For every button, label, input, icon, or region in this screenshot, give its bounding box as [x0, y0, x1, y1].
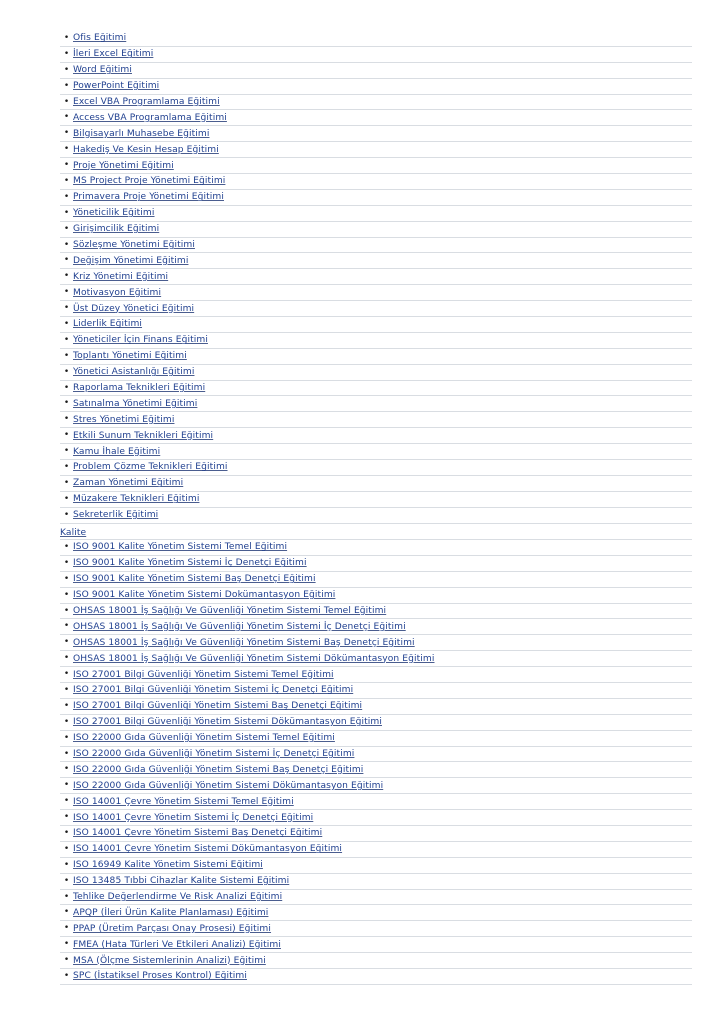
bullet-icon: • [63, 573, 70, 584]
training-link[interactable]: Yöneticiler İçin Finans Eğitimi [73, 335, 208, 346]
training-link[interactable]: Satınalma Yönetimi Eğitimi [73, 398, 198, 409]
list-item [60, 31, 692, 47]
training-link[interactable]: ISO 22000 Gıda Güvenliği Yönetim Sistemi İç Denetçi Eğitimi [73, 749, 355, 760]
training-link[interactable]: Ofis Eğitimi [73, 33, 127, 44]
training-link[interactable]: ISO 9001 Kalite Yönetim Sistemi Dokümantasyon Eğitimi [73, 590, 336, 601]
list-item [60, 619, 692, 635]
training-link[interactable]: Proje Yönetimi Eğitimi [73, 160, 174, 171]
training-link[interactable]: Toplantı Yönetimi Eğitimi [73, 351, 187, 362]
bullet-icon: • [63, 939, 70, 950]
training-link[interactable]: Stres Yönetimi Eğitimi [73, 414, 175, 425]
training-link[interactable]: SPC (İstatiksel Proses Kontrol) Eğitimi [73, 971, 247, 982]
list-item [60, 222, 692, 238]
training-link[interactable]: Değişim Yönetimi Eğitimi [73, 255, 189, 266]
bullet-icon: • [63, 764, 70, 775]
training-link[interactable]: İleri Excel Eğitimi [73, 49, 154, 60]
training-link[interactable]: ISO 14001 Çevre Yönetim Sistemi Dökümantasyon Eğitimi [73, 844, 343, 855]
bullet-icon: • [63, 493, 70, 504]
bullet-icon: • [63, 716, 70, 727]
list-item [60, 874, 692, 890]
bullet-icon: • [63, 669, 70, 680]
list-item [60, 794, 692, 810]
training-link[interactable]: Zaman Yönetimi Eğitimi [73, 478, 184, 489]
bullet-icon: • [63, 907, 70, 918]
list-item [60, 476, 692, 492]
training-link[interactable]: ISO 27001 Bilgi Güvenliği Yönetim Sistemi İç Denetçi Eğitimi [73, 685, 354, 696]
bullet-icon: • [63, 446, 70, 457]
bullet-icon: • [63, 33, 70, 43]
bullet-icon: • [63, 621, 70, 632]
bullet-icon: • [63, 207, 70, 218]
list-item [60, 556, 692, 572]
training-link[interactable]: ISO 9001 Kalite Yönetim Sistemi Baş Denetçi Eğitimi [73, 574, 316, 585]
bullet-icon: • [63, 255, 70, 266]
list-item [60, 858, 692, 874]
training-link[interactable]: Primavera Proje Yönetimi Eğitimi [73, 192, 224, 203]
bullet-icon: • [63, 653, 70, 664]
list-item [60, 731, 692, 747]
list-item [60, 747, 692, 763]
training-link[interactable]: Sözleşme Yönetimi Eğitimi [73, 240, 195, 251]
list-item [60, 301, 692, 317]
list-item [60, 253, 692, 269]
list-item [60, 412, 692, 428]
training-link[interactable]: PowerPoint Eğitimi [73, 81, 160, 92]
training-list-general [60, 31, 692, 524]
bullet-icon: • [63, 859, 70, 870]
bullet-icon: • [63, 875, 70, 886]
bullet-icon: • [63, 462, 70, 473]
training-link[interactable]: Bilgisayarlı Muhasebe Eğitimi [73, 128, 210, 139]
training-link[interactable]: Problem Çözme Teknikleri Eğitimi [73, 462, 228, 473]
list-item [60, 444, 692, 460]
list-item [60, 905, 692, 921]
bullet-icon: • [63, 334, 70, 345]
training-link[interactable]: PPAP (Üretim Parçası Onay Prosesi) Eğitimi [73, 923, 272, 934]
training-link[interactable]: OHSAS 18001 İş Sağlığı Ve Güvenliği Yönetim Sistemi Baş Denetçi Eğitimi [73, 637, 415, 648]
bullet-icon: • [63, 828, 70, 839]
bullet-icon: • [63, 382, 70, 393]
training-link[interactable]: Kriz Yönetimi Eğitimi [73, 271, 169, 282]
training-link[interactable]: Hakediş Ve Kesin Hesap Eğitimi [73, 144, 219, 155]
bullet-icon: • [63, 223, 70, 234]
list-item [60, 126, 692, 142]
bullet-icon: • [63, 843, 70, 854]
list-item [60, 699, 692, 715]
training-link[interactable]: ISO 22000 Gıda Güvenliği Yönetim Sistemi Dökümantasyon Eğitimi [73, 780, 384, 791]
list-item [60, 715, 692, 731]
bullet-icon: • [63, 509, 70, 520]
list-item [60, 635, 692, 651]
bullet-icon: • [63, 414, 70, 425]
training-link[interactable]: ISO 14001 Çevre Yönetim Sistemi Baş Denetçi Eğitimi [73, 828, 323, 839]
training-link[interactable]: ISO 13485 Tıbbi Cihazlar Kalite Sistemi Eğitimi [73, 876, 290, 887]
bullet-icon: • [63, 477, 70, 488]
list-item [60, 810, 692, 826]
bullet-icon: • [63, 732, 70, 743]
training-link[interactable]: MSA (Ölçme Sistemlerinin Analizi) Eğitimi [73, 955, 266, 966]
bullet-icon: • [63, 239, 70, 250]
training-link[interactable]: Yöneticilik Eğitimi [73, 208, 155, 219]
training-link[interactable]: ISO 14001 Çevre Yönetim Sistemi Temel Eğitimi [73, 796, 294, 807]
bullet-icon: • [63, 796, 70, 807]
list-item [60, 79, 692, 95]
list-item [60, 508, 692, 524]
training-link[interactable]: Yönetici Asistanlığı Eğitimi [73, 367, 195, 378]
list-item [60, 269, 692, 285]
bullet-icon: • [63, 128, 70, 139]
training-link[interactable]: ISO 9001 Kalite Yönetim Sistemi Temel Eğitimi [73, 542, 288, 553]
training-link[interactable]: FMEA (Hata Türleri Ve Etkileri Analizi) Eğitimi [73, 939, 281, 950]
list-item [60, 588, 692, 604]
list-item [60, 953, 692, 969]
list-item [60, 317, 692, 333]
bullet-icon: • [63, 176, 70, 187]
bullet-icon: • [63, 96, 70, 107]
list-item [60, 842, 692, 858]
training-link[interactable]: ISO 16949 Kalite Yönetim Sistemi Eğitimi [73, 860, 263, 871]
list-item [60, 604, 692, 620]
list-item [60, 63, 692, 79]
training-link[interactable]: ISO 27001 Bilgi Güvenliği Yönetim Sistemi Dökümantasyon Eğitimi [73, 717, 382, 728]
list-item [60, 365, 692, 381]
training-link[interactable]: Sekreterlik Eğitimi [73, 510, 159, 521]
training-link[interactable]: ISO 27001 Bilgi Güvenliği Yönetim Sistemi Baş Denetçi Eğitimi [73, 701, 363, 712]
training-link[interactable]: Motivasyon Eğitimi [73, 287, 162, 298]
bullet-icon: • [63, 542, 70, 552]
list-item [60, 428, 692, 444]
list-item [60, 285, 692, 301]
list-item [60, 540, 692, 556]
bullet-icon: • [63, 812, 70, 823]
bullet-icon: • [63, 48, 70, 59]
training-link[interactable]: Müzakere Teknikleri Eğitimi [73, 494, 200, 505]
training-link[interactable]: Word Eğitimi [73, 65, 132, 76]
training-link[interactable]: Tehlike Değerlendirme Ve Risk Analizi Eğitimi [73, 892, 283, 903]
bullet-icon: • [63, 350, 70, 361]
list-item [60, 381, 692, 397]
bullet-icon: • [63, 971, 70, 982]
training-link[interactable]: APQP (İleri Ürün Kalite Planlaması) Eğitimi [73, 907, 269, 918]
list-item [60, 826, 692, 842]
bullet-icon: • [63, 366, 70, 377]
list-item [60, 572, 692, 588]
bullet-icon: • [63, 271, 70, 282]
list-item [60, 921, 692, 937]
list-item [60, 349, 692, 365]
list-item [60, 492, 692, 508]
bullet-icon: • [63, 748, 70, 759]
list-item [60, 174, 692, 190]
section-header-kalite[interactable]: Kalite [60, 526, 692, 540]
training-link[interactable]: ISO 27001 Bilgi Güvenliği Yönetim Sistemi Temel Eğitimi [73, 669, 334, 680]
training-link[interactable]: Access VBA Programlama Eğitimi [73, 112, 227, 123]
list-item [60, 969, 692, 985]
bullet-icon: • [63, 557, 70, 568]
training-link[interactable]: Etkili Sunum Teknikleri Eğitimi [73, 430, 214, 441]
training-link[interactable]: Raporlama Teknikleri Eğitimi [73, 383, 206, 394]
list-item [60, 937, 692, 953]
bullet-icon: • [63, 191, 70, 202]
bullet-icon: • [63, 700, 70, 711]
bullet-icon: • [63, 923, 70, 934]
bullet-icon: • [63, 780, 70, 791]
training-link[interactable]: ISO 22000 Gıda Güvenliği Yönetim Sistemi Temel Eğitimi [73, 733, 335, 744]
training-link[interactable]: Kamu İhale Eğitimi [73, 446, 161, 457]
training-link[interactable]: Excel VBA Programlama Eğitimi [73, 97, 220, 107]
bullet-icon: • [63, 144, 70, 155]
list-item [60, 890, 692, 906]
list-item [60, 47, 692, 63]
training-link[interactable]: ISO 9001 Kalite Yönetim Sistemi İç Denetçi Eğitimi [73, 558, 307, 569]
bullet-icon: • [63, 430, 70, 441]
training-link[interactable]: ISO 14001 Çevre Yönetim Sistemi İç Denetçi Eğitimi [73, 812, 314, 823]
list-item [60, 333, 692, 349]
bullet-icon: • [63, 287, 70, 298]
training-link[interactable]: Girişimcilik Eğitimi [73, 224, 160, 235]
bullet-icon: • [63, 398, 70, 409]
list-item [60, 110, 692, 126]
training-link[interactable]: MS Project Proje Yönetimi Eğitimi [73, 176, 226, 187]
bullet-icon: • [63, 160, 70, 171]
training-link[interactable]: Liderlik Eğitimi [73, 319, 143, 330]
bullet-icon: • [63, 80, 70, 91]
list-item [60, 762, 692, 778]
list-item [60, 142, 692, 158]
bullet-icon: • [63, 637, 70, 648]
training-link[interactable]: OHSAS 18001 İş Sağlığı Ve Güvenliği Yönetim Sistemi Dökümantasyon Eğitimi [73, 653, 435, 664]
training-link[interactable]: OHSAS 18001 İş Sağlığı Ve Güvenliği Yönetim Sistemi Temel Eğitimi [73, 606, 387, 616]
list-item [60, 95, 692, 111]
list-item [60, 190, 692, 206]
list-item [60, 667, 692, 683]
training-link[interactable]: OHSAS 18001 İş Sağlığı Ve Güvenliği Yönetim Sistemi İç Denetçi Eğitimi [73, 621, 406, 632]
training-link[interactable]: ISO 22000 Gıda Güvenliği Yönetim Sistemi Baş Denetçi Eğitimi [73, 764, 364, 775]
bullet-icon: • [63, 319, 70, 330]
list-item [60, 206, 692, 222]
bullet-icon: • [63, 303, 70, 314]
training-list-quality [60, 540, 692, 985]
bullet-icon: • [63, 589, 70, 600]
list-item [60, 158, 692, 174]
bullet-icon: • [63, 685, 70, 696]
bullet-icon: • [63, 605, 70, 616]
list-item [60, 651, 692, 667]
bullet-icon: • [63, 112, 70, 123]
list-item [60, 460, 692, 476]
list-item [60, 778, 692, 794]
list-item [60, 238, 692, 254]
bullet-icon: • [63, 64, 70, 75]
list-item [60, 396, 692, 412]
bullet-icon: • [63, 891, 70, 902]
training-link[interactable]: Üst Düzey Yönetici Eğitimi [73, 303, 195, 314]
bullet-icon: • [63, 955, 70, 966]
list-item [60, 683, 692, 699]
